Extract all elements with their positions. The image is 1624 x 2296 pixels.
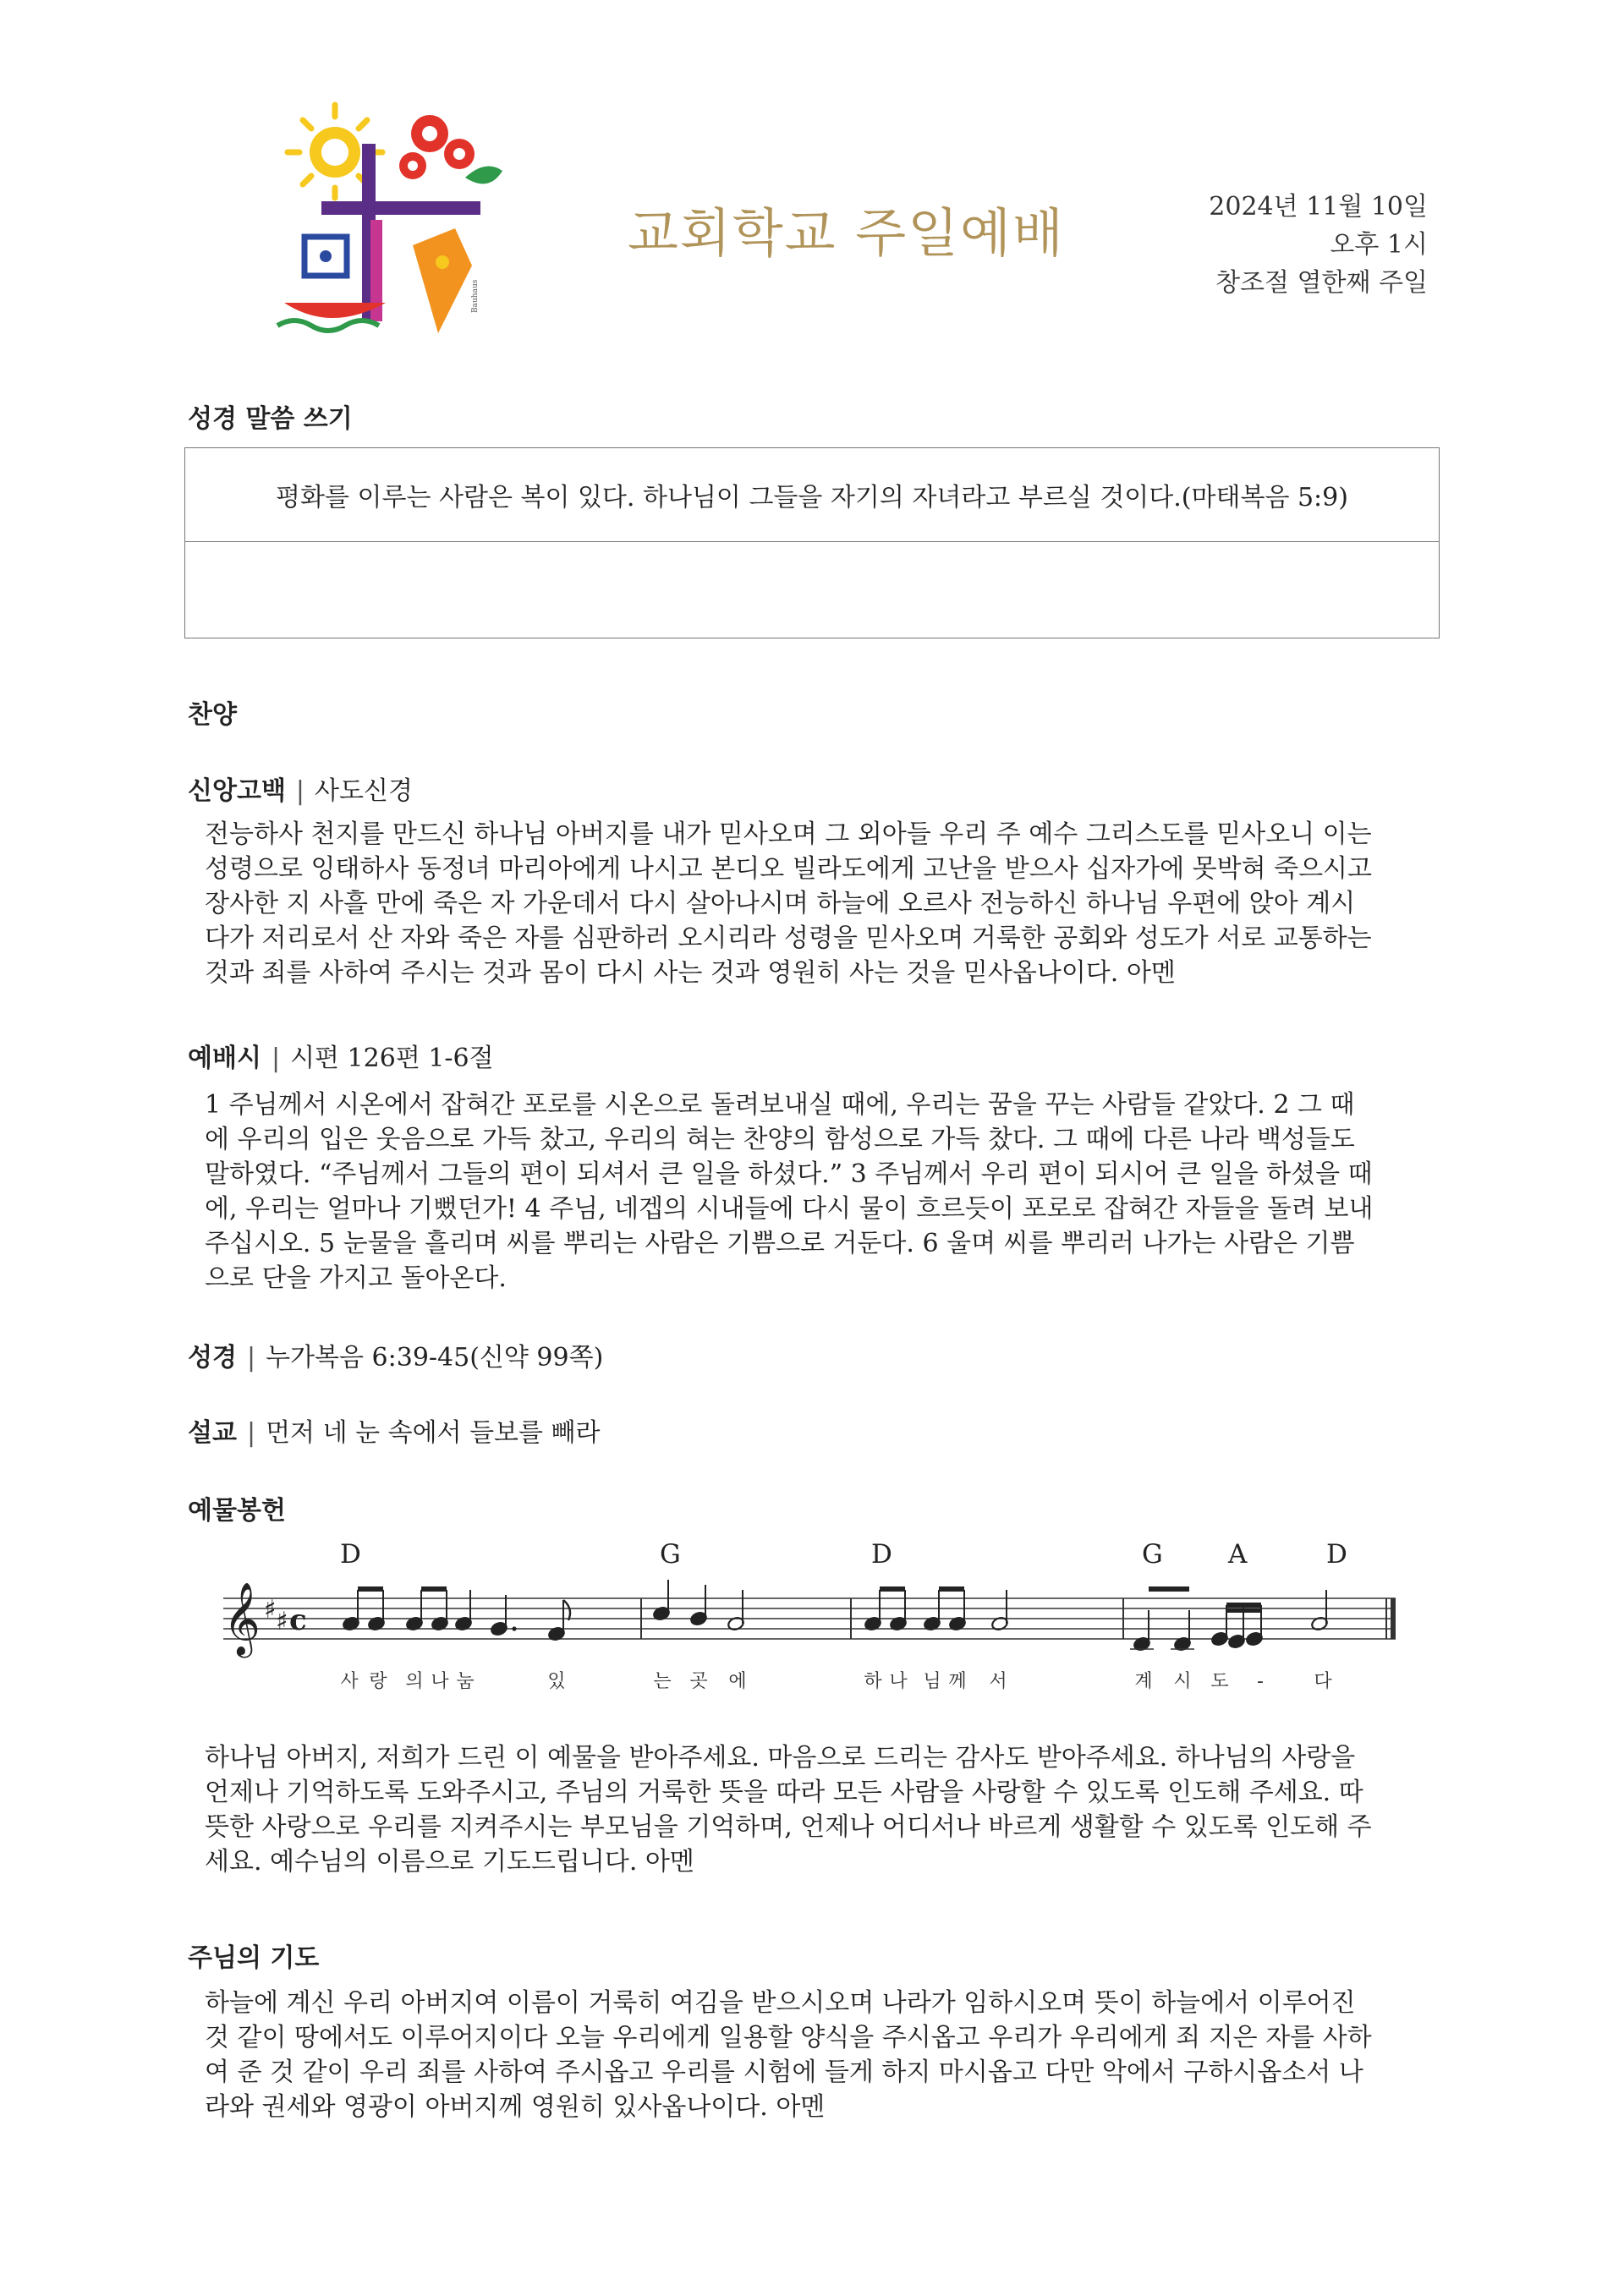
lyric-syllable: 곳 xyxy=(689,1671,708,1692)
lyric-syllable: 는 xyxy=(653,1671,672,1692)
note xyxy=(405,1590,423,1631)
note xyxy=(889,1590,907,1631)
offering-prayer-line: 하나님 아버지, 저희가 드린 이 예물을 받아주세요. 마음으로 드리는 감사도 받아주세요. 하나님의 사랑을 xyxy=(205,1743,1356,1773)
beam xyxy=(1149,1586,1189,1592)
lords-prayer-text xyxy=(205,1986,1423,2124)
note xyxy=(652,1580,670,1621)
hymn-heading: 찬양 xyxy=(188,700,237,730)
note xyxy=(431,1590,448,1631)
scripture-reference: 누가복음 6:39-45(신약 99쪽) xyxy=(266,1343,604,1373)
beam xyxy=(358,1586,383,1592)
beam xyxy=(939,1586,964,1592)
svg-text:Bauhaus: Bauhaus xyxy=(471,279,480,313)
beam xyxy=(880,1586,905,1592)
melody-notes xyxy=(342,1580,1328,1652)
note xyxy=(490,1595,516,1636)
lords-prayer-line: 여 준 것 같이 우리 죄를 사하여 주시옵고 우리를 시험에 들게 하지 마시옵고 다만 악에서 구하시옵소서 나 xyxy=(205,2058,1363,2087)
date-block xyxy=(1209,188,1428,302)
note xyxy=(727,1590,744,1631)
note xyxy=(1310,1590,1328,1631)
creed-subtitle: 사도신경 xyxy=(315,776,413,806)
offering-song-score xyxy=(211,1535,1413,1712)
note xyxy=(1130,1610,1154,1652)
lords-prayer-line: 것 같이 땅에서도 이루어지이다 오늘 우리에게 일용할 양식을 주시옵고 우리가 우리에게 죄 지은 자를 사하 xyxy=(205,2023,1372,2052)
liturgical-season: 창조절 열한째 주일 xyxy=(1215,268,1428,298)
offering-heading: 예물봉헌 xyxy=(188,1496,286,1526)
note xyxy=(1210,1605,1228,1647)
offering-prayer-line: 세요. 예수님의 이름으로 기도드립니다. 아멘 xyxy=(205,1847,694,1877)
creed-line: 다가 저리로서 산 자와 죽은 자를 심판하러 오시리라 성령을 믿사오며 거룩한 공회와 성도가 서로 교통하는 xyxy=(205,923,1372,953)
sermon-title: 설교 xyxy=(188,1418,237,1448)
chord-label: G xyxy=(660,1539,681,1570)
chord-label: A xyxy=(1228,1539,1248,1570)
service-date: 2024년 11월 10일 xyxy=(1209,192,1428,222)
lyric-syllable: 랑 xyxy=(369,1671,387,1692)
creed-line: 성령으로 잉태하사 동정녀 마리아에게 나시고 본디오 빌라도에게 고난을 받으사 십자가에 못박혀 죽으시고 xyxy=(205,854,1373,884)
lyric-syllable: 님 xyxy=(923,1671,941,1692)
note xyxy=(367,1590,385,1631)
church-school-logo xyxy=(269,93,506,347)
lyric-syllable: 사 xyxy=(340,1671,359,1692)
verse-writing-box xyxy=(184,447,1440,638)
lyrics-row xyxy=(340,1671,1332,1692)
lyric-syllable: 에 xyxy=(728,1671,747,1692)
creed-line: 장사한 지 사흘 만에 죽은 자 가운데서 다시 살아나시며 하늘에 오르사 전능하신 하나님 우편에 앉아 계시 xyxy=(205,889,1356,918)
note xyxy=(454,1590,472,1631)
sermon-subject: 먼저 네 눈 속에서 들보를 빼라 xyxy=(266,1418,601,1448)
chord-label: D xyxy=(1326,1539,1347,1570)
offering-prayer-line: 뜻한 사랑으로 우리를 지켜주시는 부모님을 기억하며, 언제나 어디서나 바르게 생활할 수 있도록 인도해 주 xyxy=(205,1812,1372,1842)
lords-prayer-line: 하늘에 계신 우리 아버지여 이름이 거룩히 여김을 받으시오며 나라가 임하시오며 뜻이 하늘에서 이루어진 xyxy=(205,1988,1356,2018)
offering-prayer-line: 언제나 기억하도록 도와주시고, 주님의 거룩한 뜻을 따라 모든 사람을 사랑할 수 있도록 인도해 주세요. 따 xyxy=(205,1778,1363,1807)
chord-label: D xyxy=(871,1539,892,1570)
lyric-syllable: 하 xyxy=(864,1671,882,1692)
psalm-line: 으로 단을 가지고 돌아온다. xyxy=(205,1263,507,1293)
note xyxy=(990,1590,1008,1631)
creed-line: 것과 죄를 사하여 주시는 것과 몸이 다시 사는 것과 영원히 사는 것을 믿사옵나이다. 아멘 xyxy=(205,958,1176,988)
chord-label: D xyxy=(340,1539,361,1570)
psalm-line: 에 우리의 입은 웃음으로 가득 찼고, 우리의 혀는 찬양의 함성으로 가득 찼다. 그 때에 다른 나라 백성들도 xyxy=(205,1125,1355,1154)
lyric-syllable: 다 xyxy=(1314,1671,1332,1692)
lords-prayer-heading: 주님의 기도 xyxy=(188,1943,320,1973)
creed-line: 전능하사 천지를 만드신 하나님 아버지를 내가 믿사오며 그 외아들 우리 주 예수 그리스도를 믿사오니 이는 xyxy=(205,819,1372,849)
lyric-syllable: 나 xyxy=(431,1671,449,1692)
lyric-syllable: 있 xyxy=(547,1671,566,1692)
sermon-heading: 설교 | 먼저 네 눈 속에서 들보를 빼라 xyxy=(188,1418,601,1448)
lyric-syllable: - xyxy=(1257,1671,1264,1692)
lyric-syllable: 시 xyxy=(1173,1671,1192,1692)
lyric-syllable: 눔 xyxy=(456,1671,475,1692)
sharp-icon: ♯ xyxy=(264,1595,277,1625)
note xyxy=(689,1585,707,1626)
scripture-title: 성경 xyxy=(188,1343,237,1373)
treble-clef-icon: 𝄞 xyxy=(223,1582,261,1655)
writing-area[interactable] xyxy=(185,542,1439,638)
note xyxy=(547,1600,565,1641)
lyric-syllable: 도 xyxy=(1210,1671,1229,1692)
lyric-syllable: 서 xyxy=(989,1671,1007,1692)
note xyxy=(948,1590,966,1631)
common-time-icon: c xyxy=(289,1603,307,1637)
psalm-line: 주십시오. 5 눈물을 흘리며 씨를 뿌리는 사람은 기쁨으로 거둔다. 6 울며 씨를 뿌리러 나가는 사람은 기쁨 xyxy=(205,1229,1355,1258)
chord-label: G xyxy=(1142,1539,1163,1570)
beam xyxy=(1226,1603,1261,1608)
service-time: 오후 1시 xyxy=(1330,230,1428,260)
lyric-syllable: 나 xyxy=(889,1671,908,1692)
call-to-worship-heading: 예배시 | 시편 126편 1-6절 xyxy=(188,1044,494,1073)
scripture-heading: 성경 | 누가복음 6:39-45(신약 99쪽) xyxy=(188,1343,604,1373)
page-title: 교회학교 주일예배 xyxy=(628,202,1065,264)
creed-title: 신앙고백 xyxy=(188,776,286,806)
offering-prayer xyxy=(205,1740,1423,1879)
creed-heading: 신앙고백 | 사도신경 xyxy=(188,776,413,806)
note xyxy=(864,1590,881,1631)
call-to-worship-text xyxy=(205,1088,1423,1296)
lyric-syllable: 의 xyxy=(405,1671,424,1692)
call-to-worship-title: 예배시 xyxy=(188,1044,261,1073)
note xyxy=(342,1590,359,1631)
psalm-line: 에, 우리는 얼마나 기뻤던가! 4 주님, 네겝의 시내들에 다시 물이 흐르듯이 포로로 잡혀간 자들을 돌려 보내 xyxy=(205,1194,1374,1224)
beam xyxy=(421,1586,447,1592)
memory-verse: 평화를 이루는 사람은 복이 있다. 하나님이 그들을 자기의 자녀라고 부르실 것이다.(마태복음 5:9) xyxy=(185,448,1439,542)
lyric-syllable: 께 xyxy=(948,1671,967,1692)
psalm-line: 말하였다. “주님께서 그들의 편이 되셔서 큰 일을 하셨다.” 3 주님께서 우리 편이 되시어 큰 일을 하셨을 때 xyxy=(205,1159,1373,1189)
psalm-line: 1 주님께서 시온에서 잡혀간 포로를 시온으로 돌려보내실 때에, 우리는 꿈을 꾸는 사람들 같았다. 2 그 때 xyxy=(205,1090,1355,1120)
sharp-icon: ♯ xyxy=(276,1607,288,1636)
scripture-writing-heading: 성경 말씀 쓰기 xyxy=(188,404,353,434)
creed-text xyxy=(205,817,1423,990)
flag xyxy=(563,1600,570,1620)
note xyxy=(1171,1610,1194,1652)
note xyxy=(923,1590,941,1631)
lyric-syllable: 계 xyxy=(1134,1671,1153,1692)
call-to-worship-reference: 시편 126편 1-6절 xyxy=(290,1044,494,1073)
lords-prayer-line: 라와 권세와 영광이 아버지께 영원히 있사옵나이다. 아멘 xyxy=(205,2092,826,2122)
beam xyxy=(1226,1608,1261,1613)
